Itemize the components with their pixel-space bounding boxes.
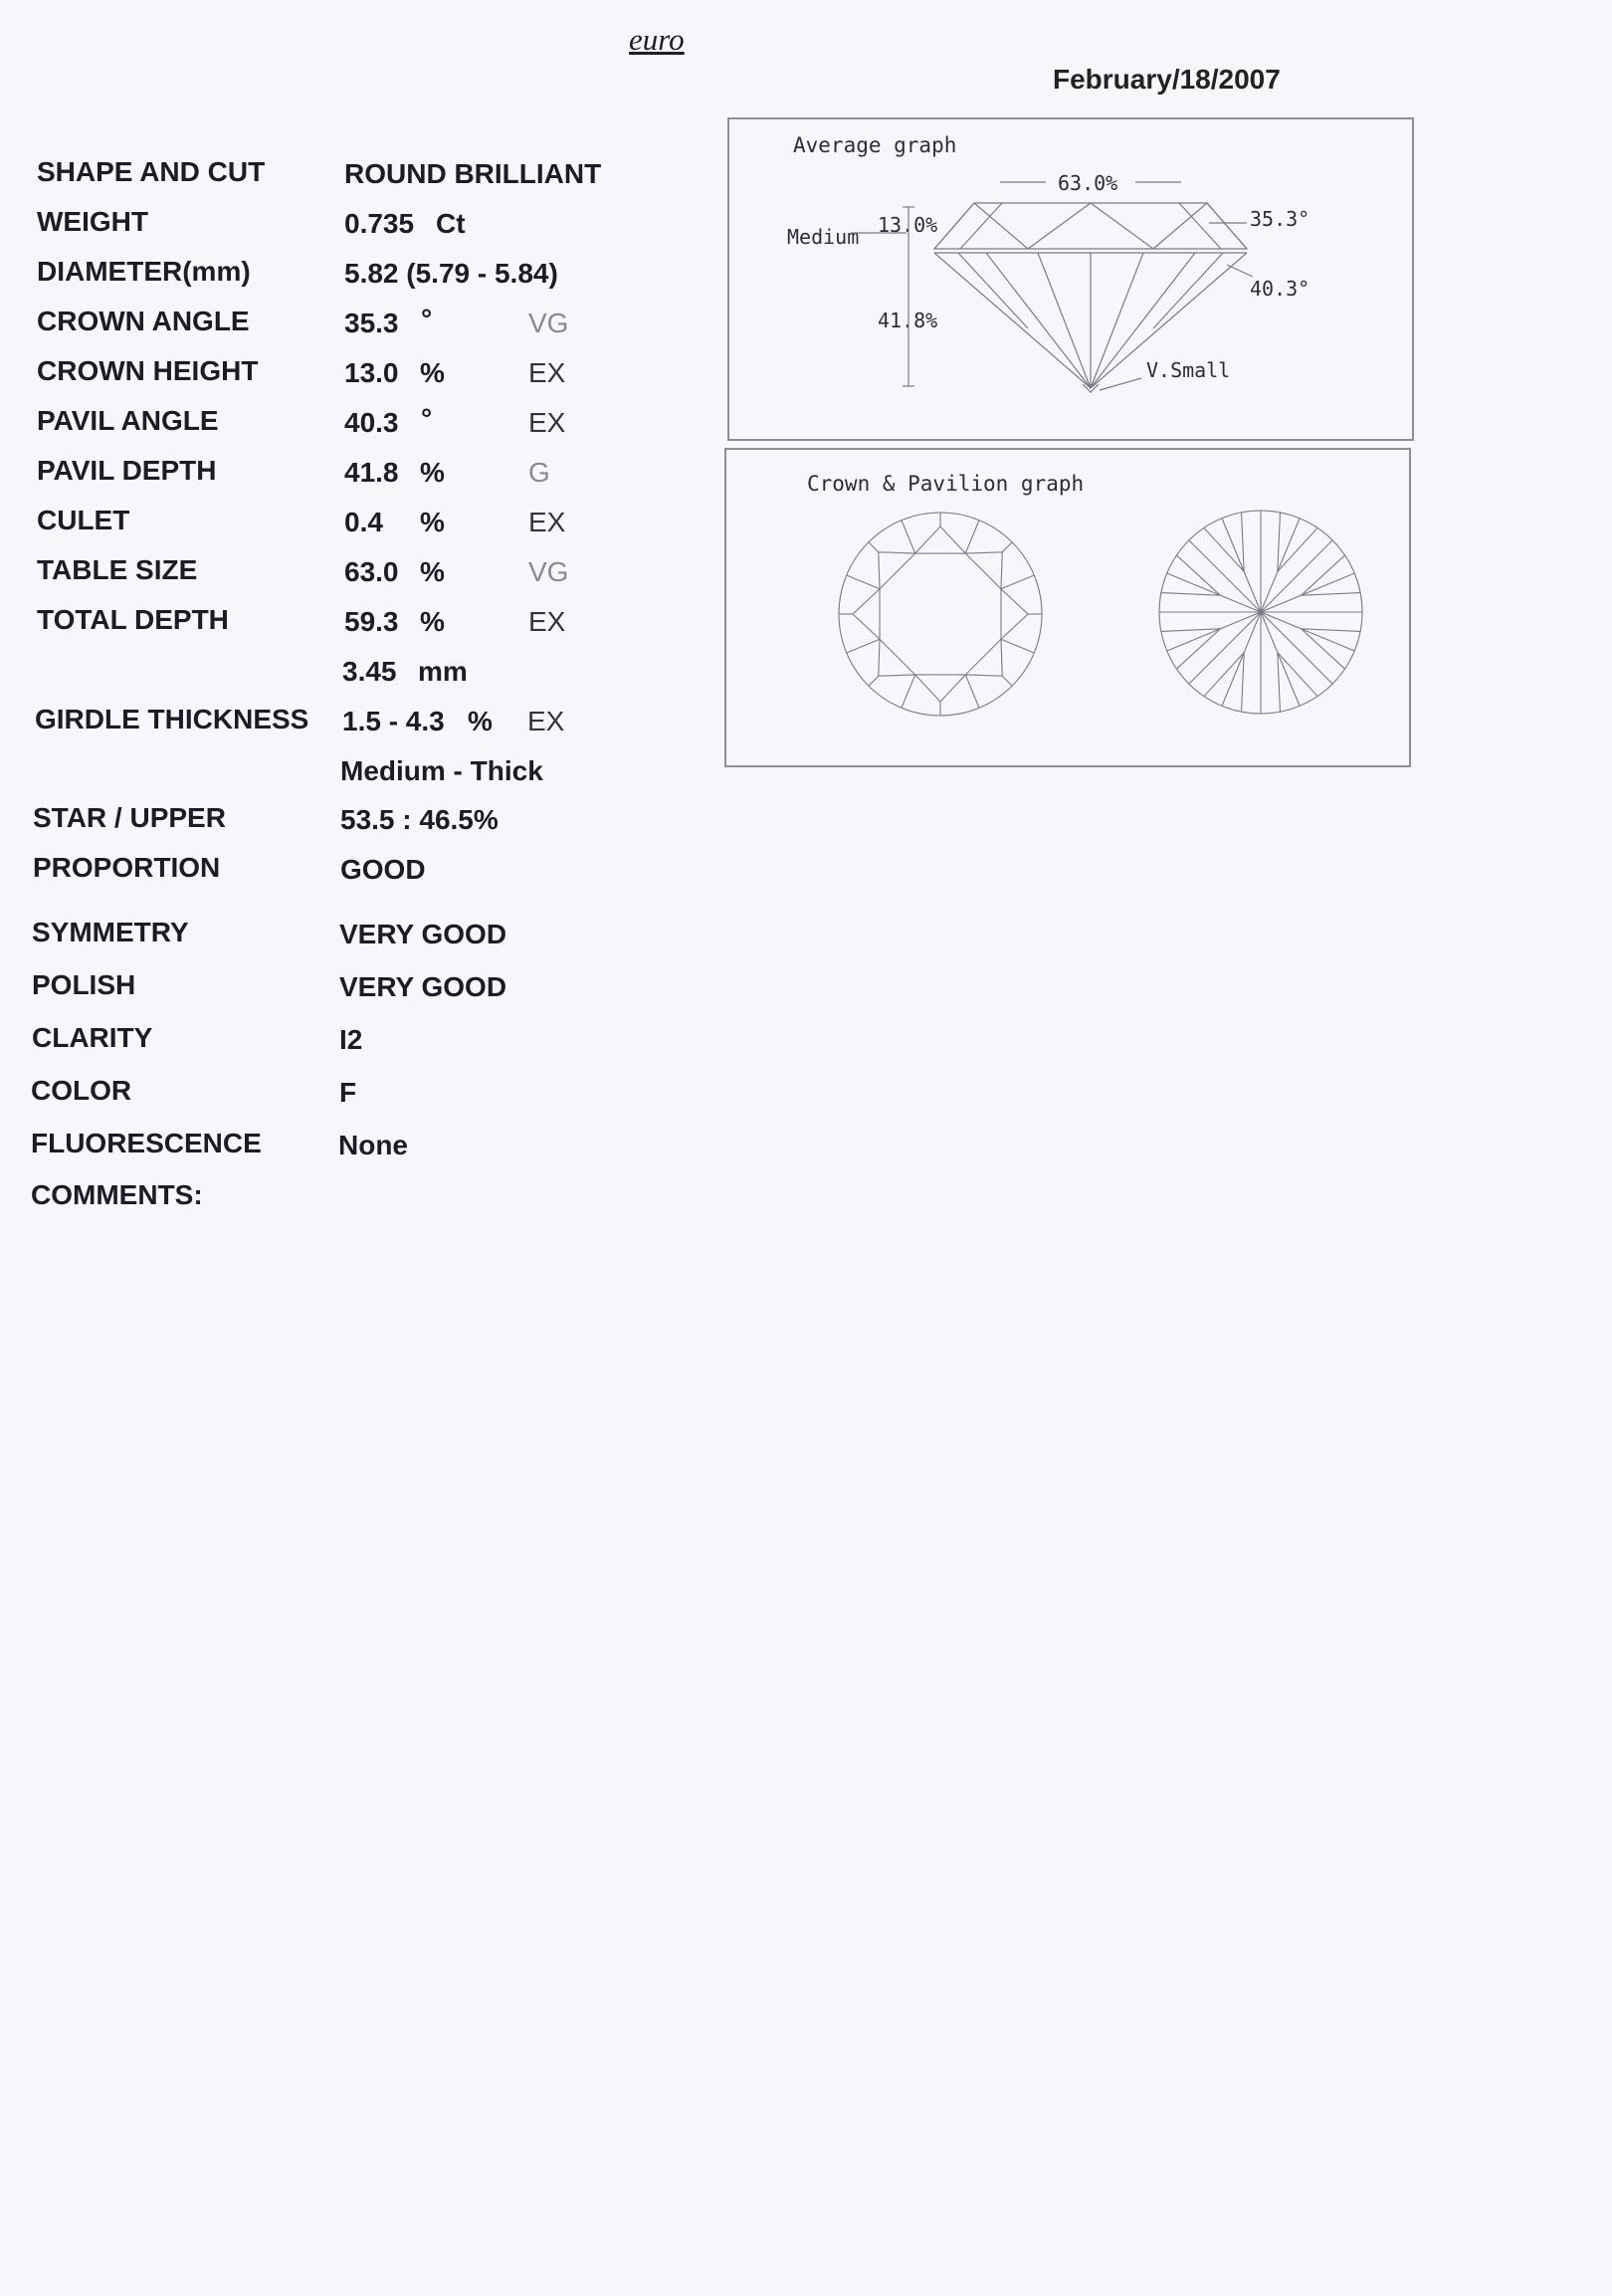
label-girdle: GIRDLE THICKNESS [35, 704, 309, 734]
grade-pavil-depth: G [528, 457, 550, 488]
average-graph-panel [727, 117, 1414, 441]
value-culet: 0.4 [344, 507, 383, 537]
label-clarity: CLARITY [32, 1022, 153, 1053]
unit-pavil-depth: % [420, 457, 445, 488]
avg-crown-height: 13.0% [878, 213, 938, 237]
avg-pavilion-depth: 41.8% [878, 309, 938, 332]
grade-crown-height: EX [528, 357, 566, 388]
unit-pavil-angle: ° [421, 403, 433, 434]
value-girdle: 1.5 - 4.3 [342, 706, 445, 736]
value-girdle-description: Medium - Thick [340, 755, 543, 786]
label-crown-height: CROWN HEIGHT [37, 355, 259, 386]
value-crown-height: 13.0 [344, 357, 399, 388]
label-shape: SHAPE AND CUT [37, 156, 266, 187]
value-pavil-depth: 41.8 [344, 457, 399, 488]
brand-logo-text: euro [629, 22, 685, 57]
grade-pavil-angle: EX [528, 407, 566, 438]
label-star-upper: STAR / UPPER [33, 802, 226, 833]
value-fluorescence: None [338, 1130, 408, 1160]
diamond-profile-diagram [729, 119, 1416, 443]
label-pavil-depth: PAVIL DEPTH [37, 455, 217, 486]
value-polish: VERY GOOD [339, 971, 507, 1002]
average-graph-title: Average graph [793, 133, 957, 157]
avg-table-pct: 63.0% [1058, 171, 1118, 195]
unit-crown-angle: ° [421, 304, 433, 334]
label-table-size: TABLE SIZE [37, 554, 198, 585]
unit-culet: % [420, 507, 445, 537]
crown-pavilion-graph-panel [724, 448, 1411, 767]
grade-table-size: VG [528, 556, 569, 587]
label-culet: CULET [37, 505, 130, 535]
value-pavil-angle: 40.3 [344, 407, 399, 438]
avg-culet: V.Small [1146, 358, 1231, 382]
value-weight: 0.735 [344, 208, 415, 239]
label-comments: COMMENTS: [31, 1179, 203, 1210]
unit-weight: Ct [436, 208, 466, 239]
avg-crown-angle: 35.3° [1250, 207, 1310, 231]
crown-view-diagram [836, 510, 1045, 719]
avg-girdle-label: Medium [787, 225, 860, 249]
unit-crown-height: % [420, 357, 445, 388]
value-total-depth: 59.3 [344, 606, 399, 637]
label-crown-angle: CROWN ANGLE [37, 306, 250, 336]
value-shape: ROUND BRILLIANT [344, 158, 602, 189]
label-diameter: DIAMETER(mm) [37, 256, 251, 287]
value-total-depth-mm: 3.45 [342, 656, 397, 687]
unit-table-size: % [420, 556, 445, 587]
grade-total-depth: EX [528, 606, 566, 637]
value-crown-angle: 35.3 [344, 308, 399, 338]
label-polish: POLISH [32, 969, 136, 1000]
avg-pavilion-angle: 40.3° [1250, 277, 1310, 301]
value-symmetry: VERY GOOD [339, 919, 507, 949]
label-color: COLOR [31, 1075, 132, 1106]
label-symmetry: SYMMETRY [32, 917, 189, 947]
unit-girdle: % [468, 706, 493, 736]
label-proportion: PROPORTION [33, 852, 221, 883]
label-total-depth: TOTAL DEPTH [37, 604, 229, 635]
value-star-upper: 53.5 : 46.5% [340, 804, 499, 835]
report-date: February/18/2007 [1053, 64, 1281, 95]
label-weight: WEIGHT [37, 206, 148, 237]
grade-girdle: EX [527, 706, 565, 736]
unit-total-depth: % [420, 606, 445, 637]
unit-total-depth-mm: mm [418, 656, 468, 687]
label-pavil-angle: PAVIL ANGLE [37, 405, 219, 436]
value-diameter: 5.82 (5.79 - 5.84) [344, 258, 558, 289]
label-fluorescence: FLUORESCENCE [31, 1128, 262, 1158]
pavilion-view-diagram [1156, 508, 1365, 717]
crown-pavilion-graph-title: Crown & Pavilion graph [807, 472, 1085, 496]
grade-crown-angle: VG [528, 308, 569, 338]
value-clarity: I2 [339, 1024, 363, 1055]
grade-culet: EX [528, 507, 566, 537]
value-proportion: GOOD [340, 854, 426, 885]
value-table-size: 63.0 [344, 556, 399, 587]
value-color: F [339, 1077, 357, 1108]
